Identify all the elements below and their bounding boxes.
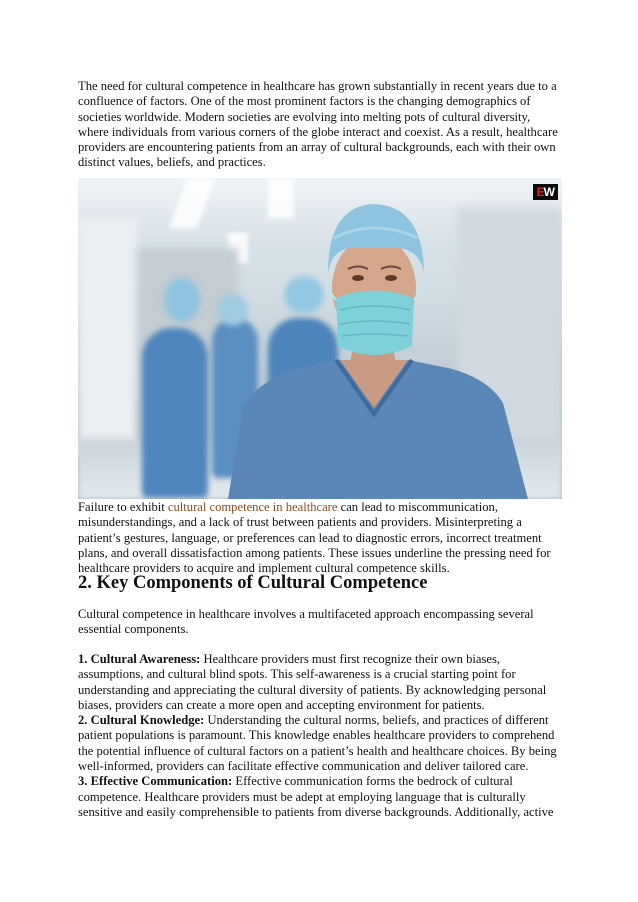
- failure-suffix: can lead to miscommunication, misunderstandings, and a lack of trust between patients and providers. Misinterpreting a patient’s gestures, language, or preferences can lead to diagnostic errors, incorrect treatment plans, and overall dissatisfaction among patients. These issues underline the pressing need for healthcare providers to acquire and implement cultural competence skills.: [78, 500, 551, 576]
- component-title: 2. Cultural Knowledge:: [78, 713, 205, 728]
- logo-text: E: [536, 185, 544, 199]
- failure-prefix: Failure to exhibit: [78, 500, 168, 514]
- section-heading: 2. Key Components of Cultural Competence: [78, 573, 428, 593]
- component-text: Healthcare providers must first recognize their own biases, assumptions, and cultural blind spots. This self-awareness is a crucial starting point for understanding and appreciating the cultural diversity of patients. By acknowledging personal biases, providers can create a more open and accepting environment for patients.: [78, 652, 547, 712]
- cultural-competence-link[interactable]: cultural competence in healthcare: [167, 500, 338, 514]
- intro-paragraph: The need for cultural competence in healthcare has grown substantially in recent years due to a confluence of factors. One of the most prominent factors is the changing demographics of societies worldwide. Modern societies are evolving into melting pots of cultural diversity, where individuals from various corners of the globe interact and coexist. As a result, healthcare providers are encountering patients from an array of cultural backgrounds, each with their own distinct values, beliefs, and practices.: [78, 79, 558, 170]
- failure-paragraph: [78, 500, 564, 576]
- component-title: 3. Effective Communication:: [78, 774, 233, 789]
- nurse-illustration: [78, 178, 562, 499]
- component-title: 1. Cultural Awareness:: [78, 652, 201, 666]
- component-item: [78, 774, 564, 820]
- site-logo: [533, 184, 558, 200]
- component-item: [78, 713, 564, 774]
- healthcare-worker-photo: [78, 178, 562, 499]
- component-text: Effective communication forms the bedrock of cultural competence. Healthcare providers must be adept at employing language that is culturally sensitive and easily comprehensible to patients from diverse backgrounds. Additionally, active: [78, 774, 554, 819]
- logo-accent: W: [543, 185, 554, 199]
- component-text: Understanding the cultural norms, beliefs, and practices of different patient populations is paramount. This knowledge enables healthcare providers to comprehend the potential influence of cultural factors on a patient’s health and healthcare choices. By being well-informed, providers can facilitate effective communication and deliver tailored care.: [78, 713, 557, 774]
- section-intro: Cultural competence in healthcare involves a multifaceted approach encompassing several essential components.: [78, 607, 534, 637]
- component-item: [78, 652, 564, 713]
- components-list: [78, 652, 564, 820]
